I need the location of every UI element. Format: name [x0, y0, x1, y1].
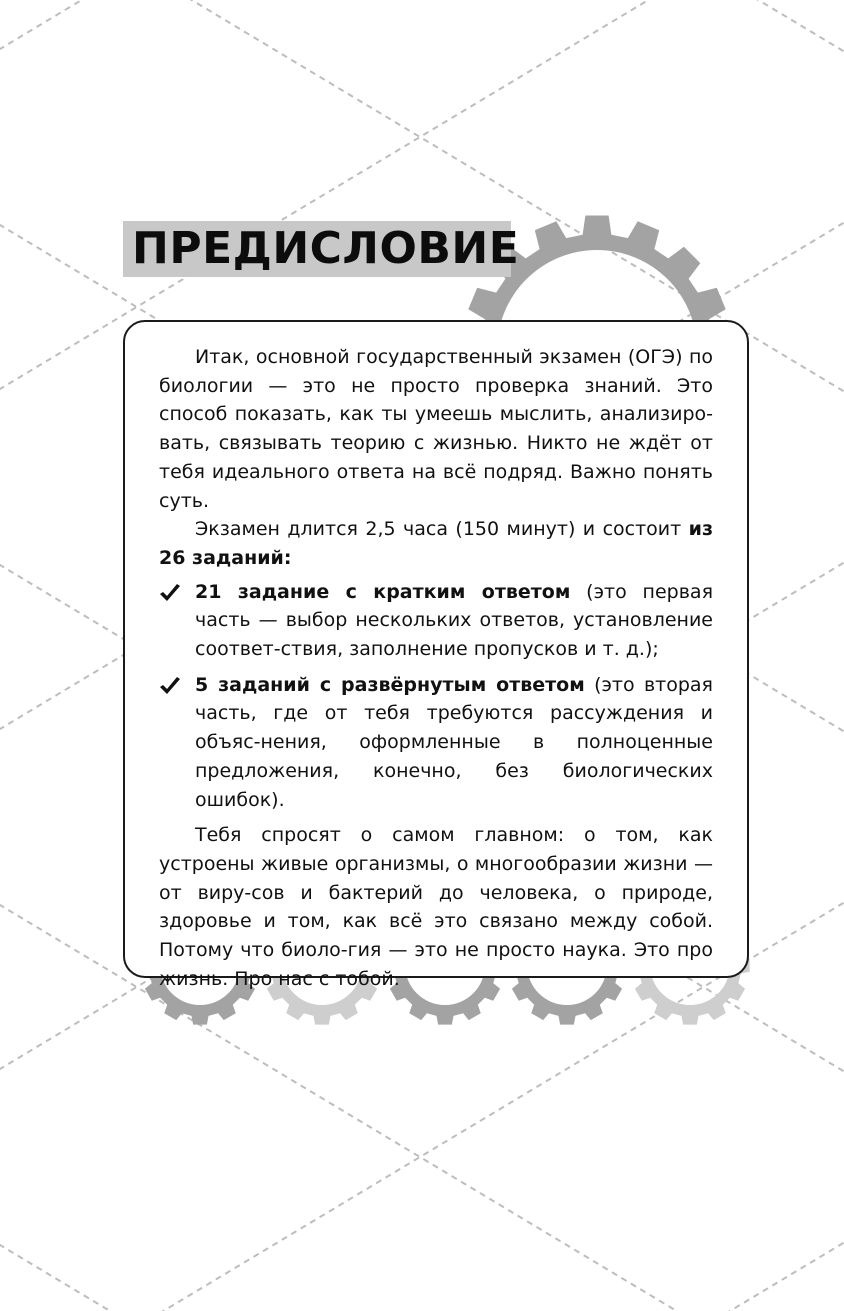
- exam-paragraph: [159, 515, 713, 572]
- list-item: [159, 578, 713, 664]
- check-icon: [159, 677, 181, 695]
- text-card: [123, 320, 749, 990]
- closing-paragraph: Тебя спросят о самом главном: о том, как устроены живые организмы, о многообразии жизни — от виру-сов и бактерий до человека, о природе, здоровье и том, как всё это связано между собой. Потому что биоло-гия — это не просто наука. Это про жизнь. Про нас с тобой.: [159, 824, 713, 990]
- exam-task-count: из 26 заданий:: [159, 518, 713, 569]
- list-item: [159, 671, 713, 815]
- task-long-answer-desc: (это вторая часть, где от тебя требуются рассуждения и объяс-нения, оформленные в полноценные предложения, конечно, без биологических ошибок).: [195, 673, 713, 811]
- intro-paragraph: Итак, основной государственный экзамен (ОГЭ) по биологии — это не просто проверка знаний. Это способ показать, как ты умеешь мыслить, анализиро-вать, связывать теорию с жизнью. Никто не ждёт от тебя идеального ответа на всё подряд. Важно понять суть.: [159, 346, 713, 512]
- check-icon: [159, 584, 181, 602]
- page-title: ПРЕДИСЛОВИЕ: [132, 223, 520, 274]
- task-short-answer-title: 21 задание с кратким ответом: [195, 580, 571, 603]
- task-list: [159, 578, 713, 815]
- task-long-answer-title: 5 заданий с развёрнутым ответом: [195, 673, 585, 696]
- task-short-answer-desc: (это первая часть — выбор нескольких ответов, установление соответ-ствия, заполнение пропусков и т. д.);: [195, 580, 713, 661]
- exam-text: Экзамен длится 2,5 часа (150 минут) и состоит: [195, 518, 689, 541]
